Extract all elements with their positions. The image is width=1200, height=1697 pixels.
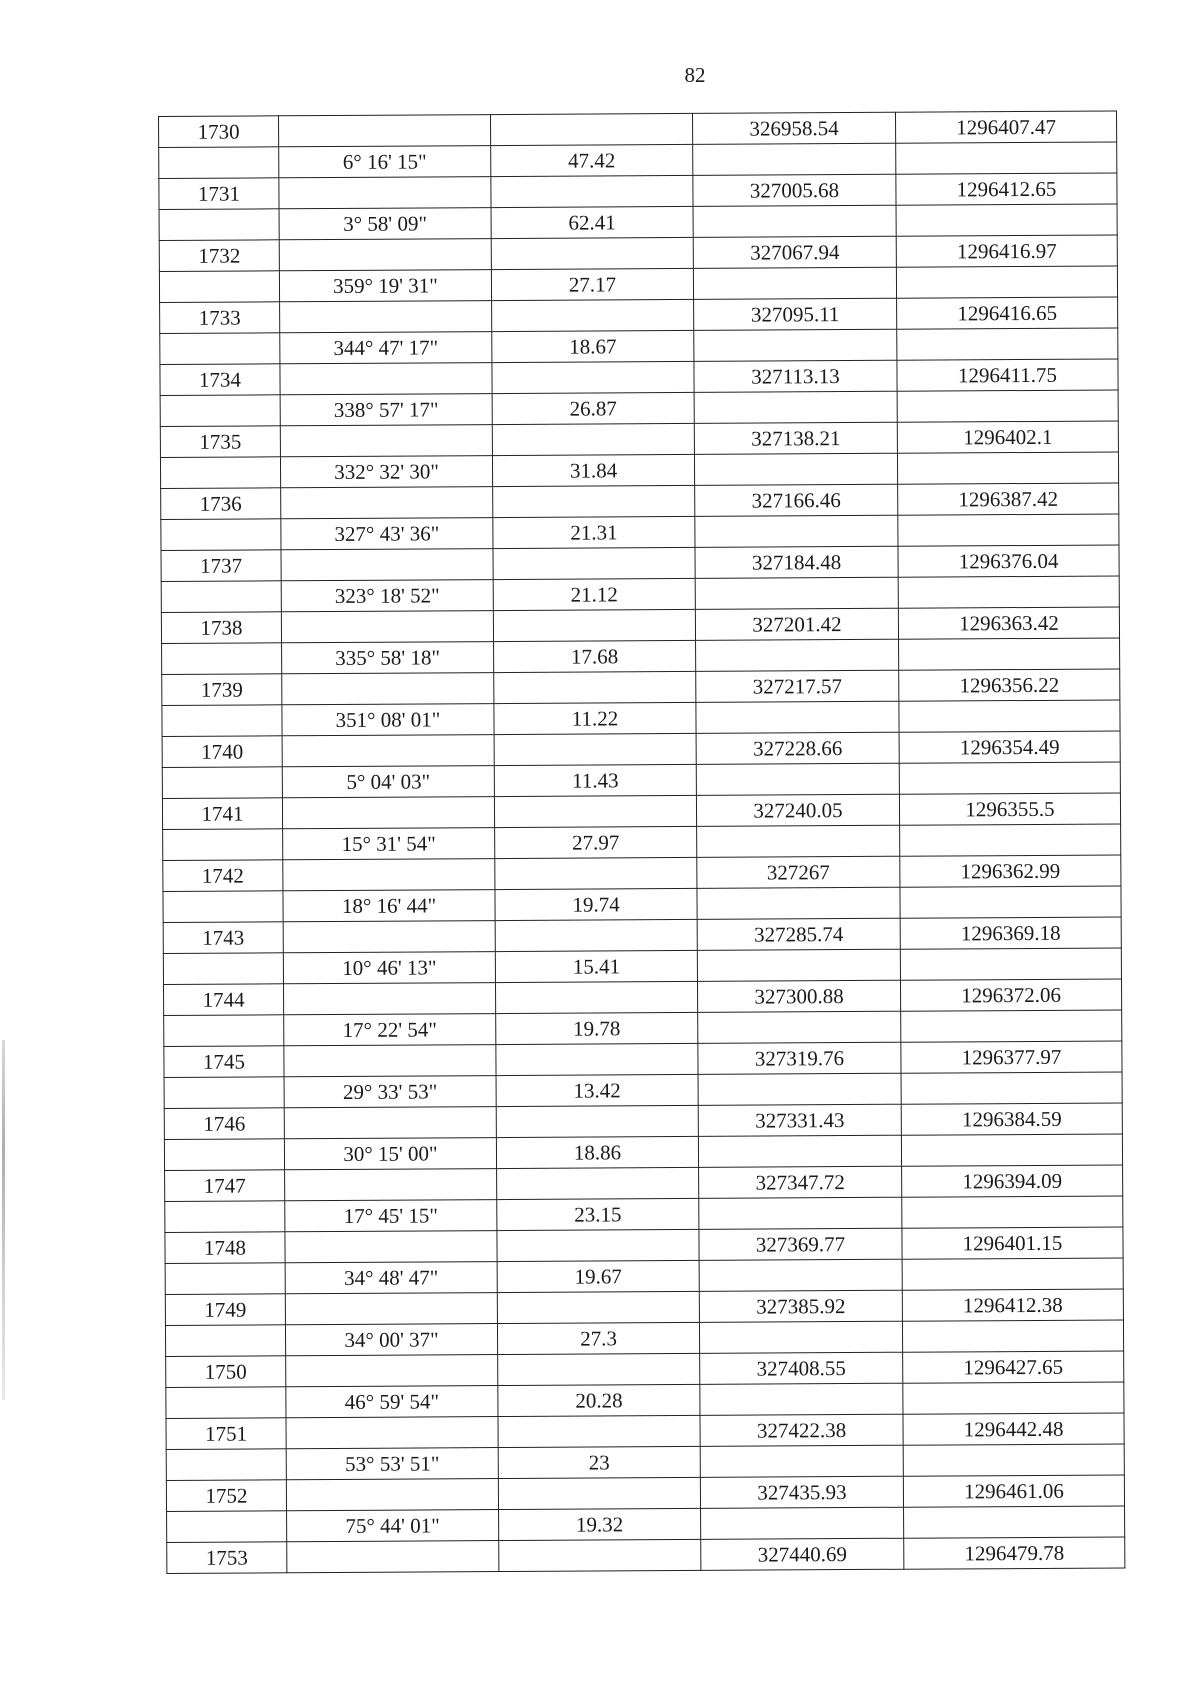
- empty-cell: [284, 1107, 496, 1139]
- empty-cell: [495, 981, 697, 1013]
- empty-cell: [495, 919, 697, 951]
- empty-cell: [694, 391, 897, 423]
- empty-cell: [286, 1479, 498, 1511]
- empty-cell: [699, 1197, 902, 1229]
- bearing-cell: 6° 16' 15": [279, 146, 491, 178]
- northing-cell: 327408.55: [700, 1352, 903, 1384]
- easting-cell: 1296479.78: [904, 1537, 1125, 1569]
- distance-cell: 23: [498, 1446, 700, 1478]
- bearing-cell: 17° 45' 15": [285, 1200, 497, 1232]
- point-id-cell: 1738: [161, 612, 281, 644]
- northing-cell: 326958.54: [692, 112, 895, 144]
- survey-table-wrapper: [158, 110, 1124, 1573]
- empty-cell: [162, 643, 282, 675]
- empty-cell: [163, 953, 283, 985]
- empty-cell: [165, 1201, 285, 1233]
- empty-cell: [900, 886, 1121, 918]
- easting-cell: 1296372.06: [900, 979, 1121, 1011]
- distance-cell: 21.31: [493, 516, 695, 548]
- easting-cell: 1296377.97: [901, 1041, 1122, 1073]
- empty-cell: [494, 733, 696, 765]
- empty-cell: [492, 361, 694, 393]
- point-id-cell: 1750: [166, 1356, 286, 1388]
- empty-cell: [285, 1293, 497, 1325]
- point-id-cell: 1742: [163, 860, 283, 892]
- easting-cell: 1296416.97: [896, 235, 1117, 267]
- empty-cell: [164, 1015, 284, 1047]
- scan-edge-shadow: [2, 1040, 5, 1400]
- easting-cell: 1296407.47: [895, 111, 1116, 143]
- distance-cell: 11.22: [494, 702, 696, 734]
- empty-cell: [496, 1043, 698, 1075]
- empty-cell: [697, 949, 900, 981]
- easting-cell: 1296412.38: [902, 1289, 1123, 1321]
- point-id-cell: 1737: [161, 550, 281, 582]
- empty-cell: [897, 452, 1118, 484]
- empty-cell: [280, 425, 492, 457]
- northing-cell: 327166.46: [695, 484, 898, 516]
- empty-cell: [492, 299, 694, 331]
- empty-cell: [496, 1105, 698, 1137]
- point-id-cell: 1731: [159, 178, 279, 210]
- empty-cell: [698, 1073, 901, 1105]
- easting-cell: 1296376.04: [898, 545, 1119, 577]
- easting-cell: 1296354.49: [899, 731, 1120, 763]
- point-id-cell: 1730: [159, 116, 279, 148]
- northing-cell: 327319.76: [698, 1042, 901, 1074]
- empty-cell: [897, 328, 1118, 360]
- bearing-cell: 30° 15' 00": [284, 1138, 496, 1170]
- empty-cell: [494, 795, 696, 827]
- northing-cell: 327240.05: [696, 794, 899, 826]
- point-id-cell: 1744: [164, 984, 284, 1016]
- easting-cell: 1296412.65: [896, 173, 1117, 205]
- table-body: [159, 111, 1125, 1573]
- empty-cell: [693, 205, 896, 237]
- bearing-cell: 18° 16' 44": [283, 890, 495, 922]
- northing-cell: 327095.11: [694, 298, 897, 330]
- northing-cell: 327267: [697, 856, 900, 888]
- empty-cell: [160, 395, 280, 427]
- empty-cell: [495, 857, 697, 889]
- bearing-cell: 10° 46' 13": [283, 952, 495, 984]
- easting-cell: 1296411.75: [897, 359, 1118, 391]
- empty-cell: [161, 519, 281, 551]
- distance-cell: 13.42: [496, 1074, 698, 1106]
- distance-cell: 19.74: [495, 888, 697, 920]
- distance-cell: 17.68: [494, 640, 696, 672]
- distance-cell: 27.17: [491, 268, 693, 300]
- empty-cell: [899, 700, 1120, 732]
- empty-cell: [898, 514, 1119, 546]
- empty-cell: [902, 1258, 1123, 1290]
- bearing-cell: 338° 57' 17": [280, 394, 492, 426]
- point-id-cell: 1748: [165, 1232, 285, 1264]
- northing-cell: 327331.43: [698, 1104, 901, 1136]
- point-id-cell: 1747: [165, 1170, 285, 1202]
- empty-cell: [498, 1353, 700, 1385]
- empty-cell: [279, 115, 491, 147]
- empty-cell: [282, 735, 494, 767]
- empty-cell: [497, 1291, 699, 1323]
- empty-cell: [696, 639, 899, 671]
- empty-cell: [897, 390, 1118, 422]
- empty-cell: [902, 1196, 1123, 1228]
- northing-cell: 327435.93: [700, 1476, 903, 1508]
- point-id-cell: 1736: [161, 488, 281, 520]
- northing-cell: 327300.88: [697, 980, 900, 1012]
- distance-cell: 11.43: [494, 764, 696, 796]
- bearing-cell: 323° 18' 52": [281, 580, 493, 612]
- bearing-cell: 344° 47' 17": [280, 332, 492, 364]
- empty-cell: [896, 266, 1117, 298]
- empty-cell: [900, 824, 1121, 856]
- empty-cell: [694, 453, 897, 485]
- empty-cell: [166, 1387, 286, 1419]
- empty-cell: [167, 1511, 287, 1543]
- easting-cell: 1296355.5: [899, 793, 1120, 825]
- empty-cell: [281, 487, 493, 519]
- bearing-cell: 5° 04' 03": [282, 766, 494, 798]
- empty-cell: [900, 948, 1121, 980]
- empty-cell: [279, 239, 491, 271]
- empty-cell: [901, 1134, 1122, 1166]
- distance-cell: 31.84: [492, 454, 694, 486]
- distance-cell: 19.78: [496, 1012, 698, 1044]
- empty-cell: [164, 1139, 284, 1171]
- empty-cell: [162, 705, 282, 737]
- empty-cell: [493, 547, 695, 579]
- empty-cell: [165, 1325, 285, 1357]
- empty-cell: [159, 271, 279, 303]
- empty-cell: [491, 237, 693, 269]
- bearing-cell: 359° 19' 31": [279, 270, 491, 302]
- empty-cell: [282, 797, 494, 829]
- easting-cell: 1296461.06: [903, 1475, 1124, 1507]
- easting-cell: 1296369.18: [900, 917, 1121, 949]
- empty-cell: [698, 1135, 901, 1167]
- bearing-cell: 53° 53' 51": [286, 1448, 498, 1480]
- empty-cell: [902, 1320, 1123, 1352]
- empty-cell: [899, 638, 1120, 670]
- empty-cell: [695, 515, 898, 547]
- empty-cell: [166, 1449, 286, 1481]
- empty-cell: [287, 1541, 499, 1573]
- empty-cell: [281, 611, 493, 643]
- point-id-cell: 1753: [167, 1542, 287, 1574]
- northing-cell: 327440.69: [701, 1538, 904, 1570]
- bearing-cell: 335° 58' 18": [282, 642, 494, 674]
- easting-cell: 1296402.1: [897, 421, 1118, 453]
- northing-cell: 327369.77: [699, 1228, 902, 1260]
- northing-cell: 327422.38: [700, 1414, 903, 1446]
- point-id-cell: 1751: [166, 1418, 286, 1450]
- empty-cell: [901, 1010, 1122, 1042]
- point-id-cell: 1741: [162, 798, 282, 830]
- northing-cell: 327228.66: [696, 732, 899, 764]
- empty-cell: [279, 177, 491, 209]
- empty-cell: [280, 301, 492, 333]
- northing-cell: 327113.13: [694, 360, 897, 392]
- empty-cell: [903, 1382, 1124, 1414]
- empty-cell: [498, 1415, 700, 1447]
- point-row: [167, 1537, 1125, 1574]
- northing-cell: 327184.48: [695, 546, 898, 578]
- northing-cell: 327285.74: [697, 918, 900, 950]
- point-id-cell: 1732: [159, 240, 279, 272]
- distance-cell: 26.87: [492, 392, 694, 424]
- point-id-cell: 1749: [165, 1294, 285, 1326]
- empty-cell: [694, 329, 897, 361]
- easting-cell: 1296416.65: [897, 297, 1118, 329]
- easting-cell: 1296427.65: [903, 1351, 1124, 1383]
- distance-cell: 18.67: [492, 330, 694, 362]
- empty-cell: [280, 363, 492, 395]
- distance-cell: 27.97: [495, 826, 697, 858]
- point-id-cell: 1734: [160, 364, 280, 396]
- empty-cell: [160, 333, 280, 365]
- empty-cell: [904, 1506, 1125, 1538]
- empty-cell: [281, 549, 493, 581]
- empty-cell: [700, 1445, 903, 1477]
- empty-cell: [903, 1444, 1124, 1476]
- empty-cell: [283, 921, 495, 953]
- empty-cell: [696, 763, 899, 795]
- distance-cell: 19.67: [497, 1260, 699, 1292]
- empty-cell: [163, 891, 283, 923]
- distance-cell: 62.41: [491, 206, 693, 238]
- distance-cell: 19.32: [499, 1508, 701, 1540]
- empty-cell: [285, 1231, 497, 1263]
- point-id-cell: 1745: [164, 1046, 284, 1078]
- distance-cell: 18.86: [496, 1136, 698, 1168]
- empty-cell: [695, 577, 898, 609]
- empty-cell: [286, 1417, 498, 1449]
- empty-cell: [160, 457, 280, 489]
- distance-cell: 23.15: [497, 1198, 699, 1230]
- northing-cell: 327138.21: [694, 422, 897, 454]
- bearing-cell: 34° 00' 37": [285, 1324, 497, 1356]
- distance-cell: 27.3: [497, 1322, 699, 1354]
- empty-cell: [697, 825, 900, 857]
- page-number: 82: [684, 63, 706, 87]
- bearing-cell: 46° 59' 54": [286, 1386, 498, 1418]
- point-id-cell: 1746: [164, 1108, 284, 1140]
- empty-cell: [282, 673, 494, 705]
- point-id-cell: 1739: [162, 674, 282, 706]
- northing-cell: 327067.94: [693, 236, 896, 268]
- bearing-cell: 327° 43' 36": [281, 518, 493, 550]
- empty-cell: [494, 671, 696, 703]
- empty-cell: [899, 762, 1120, 794]
- empty-cell: [164, 1077, 284, 1109]
- distance-cell: 20.28: [498, 1384, 700, 1416]
- empty-cell: [697, 887, 900, 919]
- easting-cell: 1296363.42: [898, 607, 1119, 639]
- northing-cell: 327005.68: [693, 174, 896, 206]
- easting-cell: 1296442.48: [903, 1413, 1124, 1445]
- empty-cell: [491, 175, 693, 207]
- easting-cell: 1296384.59: [901, 1103, 1122, 1135]
- empty-cell: [286, 1355, 498, 1387]
- easting-cell: 1296356.22: [899, 669, 1120, 701]
- point-id-cell: 1740: [162, 736, 282, 768]
- empty-cell: [898, 576, 1119, 608]
- empty-cell: [499, 1539, 701, 1571]
- point-id-cell: 1733: [160, 302, 280, 334]
- empty-cell: [693, 143, 896, 175]
- empty-cell: [163, 829, 283, 861]
- empty-cell: [284, 983, 496, 1015]
- empty-cell: [497, 1229, 699, 1261]
- northing-cell: 327385.92: [699, 1290, 902, 1322]
- empty-cell: [162, 767, 282, 799]
- empty-cell: [498, 1477, 700, 1509]
- empty-cell: [700, 1383, 903, 1415]
- point-id-cell: 1743: [163, 922, 283, 954]
- bearing-cell: 75° 44' 01": [287, 1510, 499, 1542]
- empty-cell: [285, 1169, 497, 1201]
- bearing-cell: 34° 48' 47": [285, 1262, 497, 1294]
- distance-cell: 21.12: [493, 578, 695, 610]
- easting-cell: 1296362.99: [900, 855, 1121, 887]
- empty-cell: [493, 485, 695, 517]
- empty-cell: [165, 1263, 285, 1295]
- bearing-cell: 351° 08' 01": [282, 704, 494, 736]
- empty-cell: [284, 1045, 496, 1077]
- bearing-cell: 15° 31' 54": [283, 828, 495, 860]
- empty-cell: [492, 423, 694, 455]
- empty-cell: [896, 204, 1117, 236]
- northing-cell: 327347.72: [699, 1166, 902, 1198]
- easting-cell: 1296387.42: [898, 483, 1119, 515]
- survey-coordinates-table: [158, 110, 1125, 1573]
- distance-cell: 15.41: [495, 950, 697, 982]
- empty-cell: [497, 1167, 699, 1199]
- bearing-cell: 3° 58' 09": [279, 208, 491, 240]
- empty-cell: [901, 1072, 1122, 1104]
- bearing-cell: 332° 32' 30": [280, 456, 492, 488]
- easting-cell: 1296401.15: [902, 1227, 1123, 1259]
- empty-cell: [896, 142, 1117, 174]
- empty-cell: [699, 1321, 902, 1353]
- northing-cell: 327217.57: [696, 670, 899, 702]
- empty-cell: [693, 267, 896, 299]
- point-id-cell: 1752: [166, 1480, 286, 1512]
- empty-cell: [698, 1011, 901, 1043]
- bearing-cell: 29° 33' 53": [284, 1076, 496, 1108]
- empty-cell: [493, 609, 695, 641]
- empty-cell: [161, 581, 281, 613]
- point-id-cell: 1735: [160, 426, 280, 458]
- distance-cell: 47.42: [491, 144, 693, 176]
- empty-cell: [490, 113, 692, 145]
- empty-cell: [159, 209, 279, 241]
- empty-cell: [701, 1507, 904, 1539]
- northing-cell: 327201.42: [695, 608, 898, 640]
- empty-cell: [159, 147, 279, 179]
- easting-cell: 1296394.09: [902, 1165, 1123, 1197]
- empty-cell: [699, 1259, 902, 1291]
- empty-cell: [696, 701, 899, 733]
- empty-cell: [283, 859, 495, 891]
- bearing-cell: 17° 22' 54": [284, 1014, 496, 1046]
